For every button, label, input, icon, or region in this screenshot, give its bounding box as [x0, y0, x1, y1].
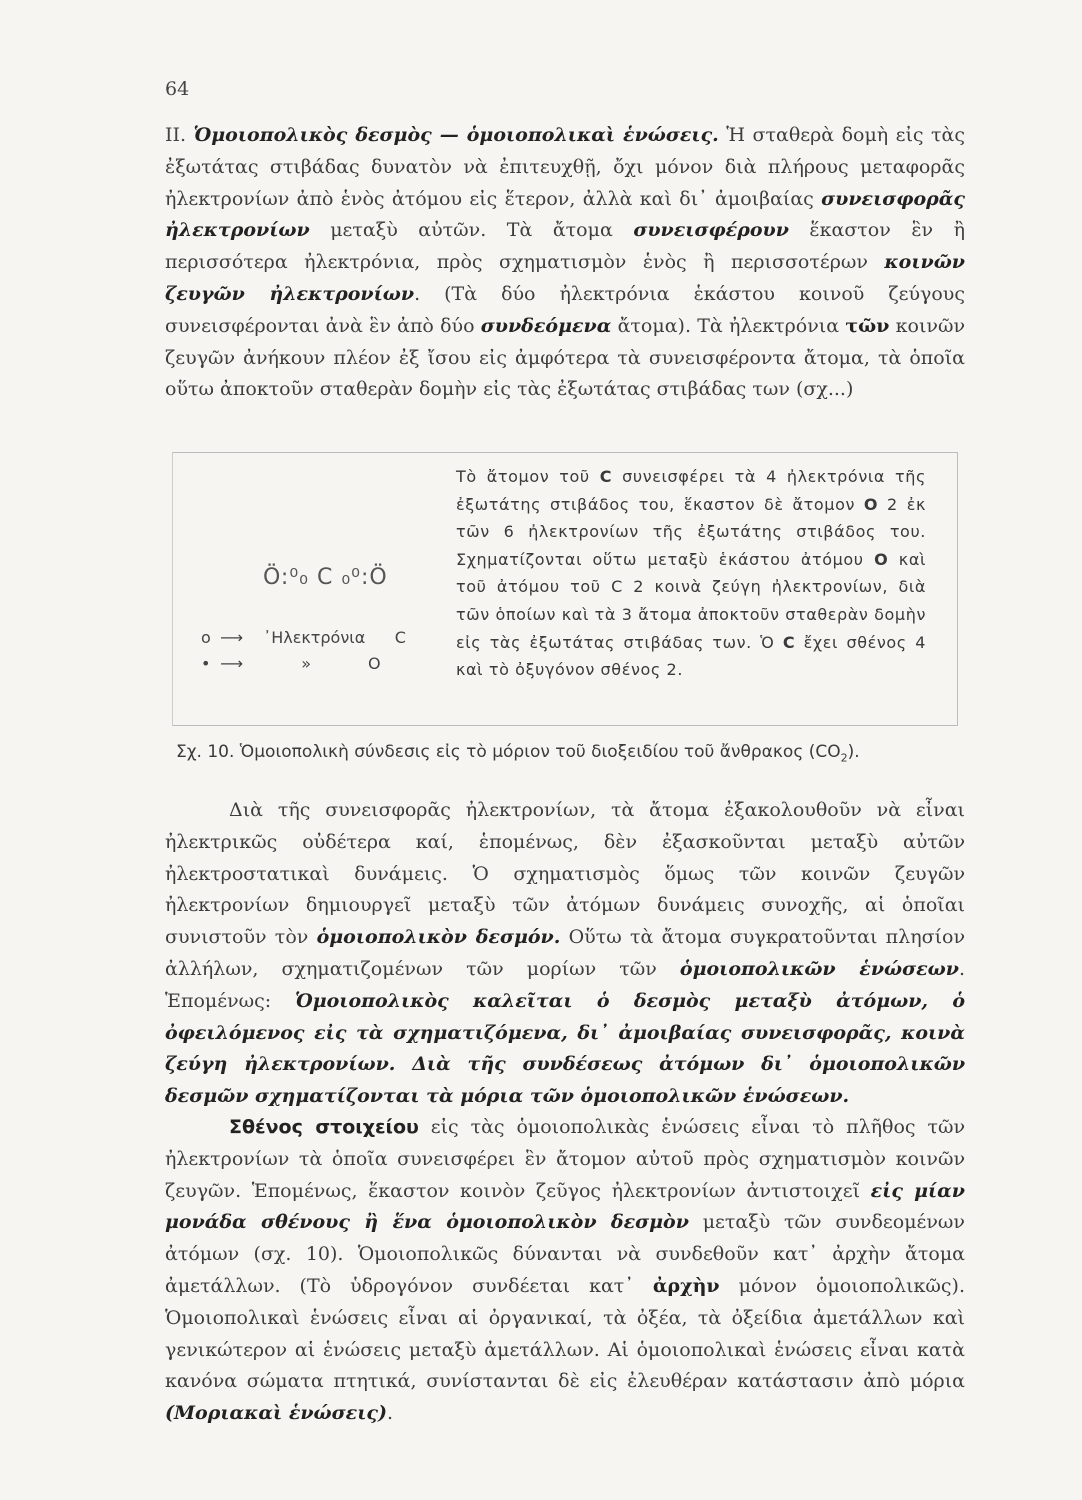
- text-run: εἰς τὰς ὁμοιοπολικὰς ἑνώσεις εἶναι τὸ πλῆθος τῶν ἠλεκτρονίων τὰ ὁποῖα συνεισφέρει ἓν ἄτομον αὐτοῦ πρὸς σχηματισμὸν κοινῶν ζευγῶν. Ἑπομένως, ἕκαστον κοινὸν ζεῦγος ἠλεκτρονίων ἀντιστοιχεῖ: [165, 1116, 965, 1202]
- element-symbol: O: [874, 549, 889, 569]
- emphasis-run: ὁμοιοπολικῶν ἑνώσεων: [679, 957, 959, 980]
- text-run: κοινῶν ζευγῶν ἀνήκουν πλέον ἐξ ἴσου εἰς ἀμφότερα τὰ συνεισφέροντα ἄτομα, τὰ ὁποῖα οὕτω ἀποκτοῦν σταθερὰν δομὴν εἰς τὰς ἐξωτάτας στιβάδας των (σχ...): [165, 314, 965, 401]
- solid-electron-symbol: •: [201, 654, 211, 673]
- figure-caption: [176, 742, 860, 764]
- text-run: ἕκαστον ἓν ἢ περισσότερα ἠλεκτρόνια, πρὸς σχηματισμὸν ἑνὸς ἢ περισσοτέρων: [165, 219, 965, 274]
- element-symbol: O: [863, 494, 879, 514]
- arrow-icon: ⟶: [220, 654, 244, 673]
- text-run: μεταξὺ αὐτῶν. Τὰ ἄτομα: [309, 219, 634, 242]
- section-heading: Ὁμοιοπολικὸς δεσμὸς — ὁμοιοπολικαὶ ἑνώσεις.: [193, 124, 719, 146]
- definition-run: Ὁμοιοπολικὸς καλεῖται ὁ δεσμὸς μεταξὺ ἀτόμων, ὁ ὀφειλόμενος εἰς τὰ σχηματιζόμενα, δι᾽ ἀμοιβαίας συνεισφορᾶς, κοινὰ ζεύγη ἠλεκτρονίων. Διὰ τῆς συνδέσεως ἀτόμων δι᾽ ὁμοιοπολικῶν δεσμῶν σχηματίζονται τὰ μόρια τῶν ὁμοιοπολικῶν ἑνώσεων.: [165, 989, 965, 1108]
- page-number: 64: [165, 78, 190, 100]
- paragraph-valence: [165, 1112, 965, 1430]
- emphasis-run: ἀρχὴν: [652, 1274, 720, 1297]
- text-run: καὶ τοῦ ἀτόμου τοῦ C 2 κοινὰ ζεύγη ἠλεκτρονίων, διὰ τῶν ὁποίων καὶ τὰ 3 ἄτομα ἀποκτοῦν σταθερὰν δομὴν εἰς τὰς ἐξωτάτας στιβάδας των. Ὁ: [456, 549, 926, 652]
- legend-row-oxygen: [201, 651, 420, 677]
- valence-heading: Σθένος στοιχείου: [229, 1116, 419, 1138]
- caption-end: ).: [847, 742, 860, 762]
- figure-description: [456, 463, 926, 684]
- legend-element: O: [367, 654, 381, 673]
- paragraph-covalent-definition: [165, 795, 965, 1113]
- paragraph-covalent-bond-intro: [165, 120, 965, 406]
- text-run: 2 ἐκ τῶν 6 ἠλεκτρονίων τῆς ἐξωτάτης στιβάδος του. Σχηματίζονται οὕτω μεταξὺ ἑκάστου ἀτόμου: [456, 494, 926, 569]
- emphasis-run: συνεισφορᾶς ἠλεκτρονίων: [165, 187, 965, 242]
- legend-element: C: [394, 628, 406, 647]
- legend-label: »: [301, 654, 312, 673]
- emphasis-run: ὁμοιοπολικὸν δεσμόν.: [316, 926, 561, 949]
- caption-subscript: 2: [840, 751, 848, 765]
- element-symbol: C: [599, 467, 613, 486]
- text-run: . (Τὰ δύο ἠλεκτρόνια ἑκάστου κοινοῦ ζεύγους συνεισφέρονται ἀνὰ ἓν ἀπὸ δύο: [165, 282, 965, 337]
- text-run: .: [386, 1402, 393, 1425]
- legend-row-carbon: [201, 625, 420, 651]
- legend-label: ᾿Ηλεκτρόνια: [263, 628, 366, 647]
- text-run: ἄτομα). Τὰ ἠλεκτρόνια: [611, 314, 846, 337]
- arrow-icon: ⟶: [220, 628, 244, 647]
- caption-text: Σχ. 10. Ὁμοιοπολικὴ σύνδεσις εἰς τὸ μόριον τοῦ διοξειδίου τοῦ ἄνθρακος (CO: [176, 742, 841, 762]
- text-run: Οὕτω τὰ ἄτομα συγκρατοῦνται πλησίον ἀλλήλων, σχηματιζομένων τῶν μορίων τῶν: [165, 926, 966, 980]
- section-number: II.: [165, 124, 187, 146]
- text-run: συνεισφέρει τὰ 4 ἠλεκτρόνια τῆς ἐξωτάτης στιβάδος του, ἕκαστον δὲ ἄτομον: [456, 467, 926, 514]
- element-symbol: C: [782, 632, 796, 652]
- text-run: μόνον ὁμοιοπολικῶς). Ὁμοιοπολικαὶ ἑνώσεις εἶναι αἱ ὀργανικαί, τὰ ὀξέα, τὰ ὀξείδια ἀμετάλλων καὶ γενικώτερον αἱ ἑνώσεις μεταξὺ ἀμετάλλων. Αἱ ὁμοιοπολικαὶ ἑνώσεις εἶναι κατὰ κανόνα σώματα πτητικά, συνίστανται δὲ εἰς ἐλευθέραν κατάστασιν ἀπὸ μόρια: [165, 1274, 966, 1393]
- text-run: . Ἑπομένως:: [165, 957, 965, 1012]
- figure-legend: [201, 625, 420, 677]
- emphasis-run: τῶν: [845, 314, 890, 337]
- figure-co2-box: [172, 452, 958, 726]
- emphasis-run: κοινῶν ζευγῶν ἠλεκτρονίων: [165, 251, 965, 305]
- text-run: ἔχει σθένος 4 καὶ τὸ ὀξυγόνον σθένος 2.: [456, 632, 926, 680]
- text-run: Ἡ σταθερὰ δομὴ εἰς τὰς ἐξωτάτας στιβάδας δυνατὸν νὰ ἐπιτευχθῇ, ὄχι μόνον διὰ πλήρους μεταφορᾶς ἠλεκτρονίων ἀπὸ ἑνὸς ἀτόμου εἰς ἕτερον, ἀλλὰ καὶ δι᾽ ἀμοιβαίας: [165, 124, 965, 210]
- co2-lewis-formula: Ö:⁰₀ C ₀⁰:Ö: [263, 565, 388, 590]
- emphasis-run: εἰς μίαν μονάδα σθένους ἢ ἕνα ὁμοιοπολικὸν δεσμὸν: [165, 1179, 965, 1234]
- hollow-electron-symbol: o: [201, 628, 211, 647]
- emphasis-run: συνδεόμενα: [480, 314, 612, 337]
- text-run: Τὸ ἄτομον τοῦ: [456, 467, 600, 486]
- emphasis-run: (Μοριακαὶ ἑνώσεις): [165, 1402, 387, 1425]
- emphasis-run: συνεισφέρουν: [633, 219, 789, 242]
- text-run: Διὰ τῆς συνεισφορᾶς ἠλεκτρονίων, τὰ ἄτομα ἐξακολουθοῦν νὰ εἶναι ἠλεκτρικῶς οὐδέτερα καί, ἑπομένως, δὲν ἐξασκοῦνται μεταξὺ αὐτῶν ἠλεκτροστατικαὶ δυνάμεις. Ὁ σχηματισμὸς ὅμως τῶν κοινῶν ζευγῶν ἠλεκτρονίων δημιουργεῖ μεταξὺ τῶν ἀτόμων δυνάμεις συνοχῆς, αἱ ὁποῖαι συνιστοῦν τὸν: [165, 799, 965, 949]
- text-run: μεταξὺ τῶν συνδεομένων ἀτόμων (σχ. 10). Ὁμοιοπολικῶς δύνανται νὰ συνδεθοῦν κατ᾽ ἀρχὴν ἄτομα ἀμετάλλων. (Τὸ ὑδρογόνον συνδέεται κατ᾽: [165, 1211, 965, 1297]
